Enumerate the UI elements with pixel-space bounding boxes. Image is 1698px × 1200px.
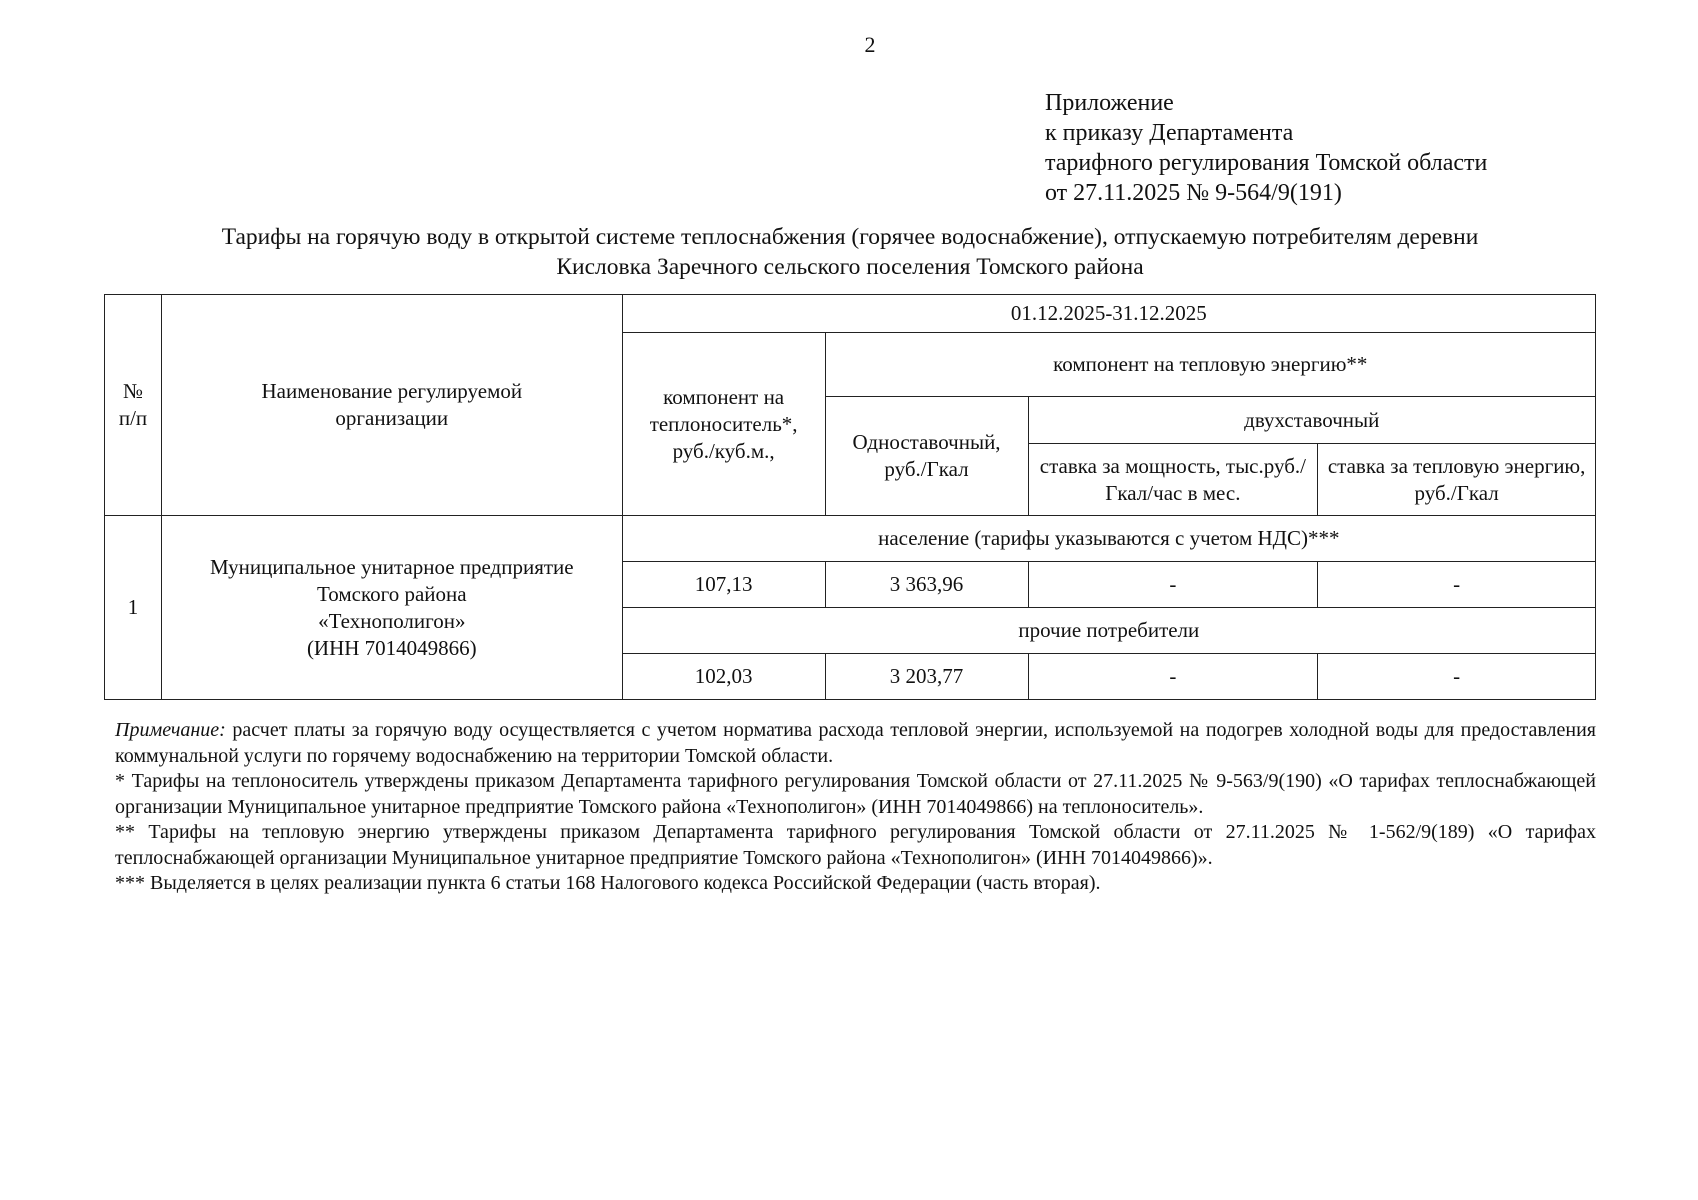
- note-label: Примечание:: [115, 719, 226, 741]
- title-line-2: Кисловка Заречного сельского поселения Томского района: [556, 254, 1144, 280]
- notes-block: [115, 718, 1596, 897]
- cell-coolant-value: 102,03: [622, 654, 825, 700]
- header-single-rate: Одноставочный, руб./Гкал: [825, 397, 1028, 516]
- header-period: 01.12.2025-31.12.2025: [622, 295, 1595, 333]
- footnote-3: *** Выделяется в целях реализации пункта 6 статьи 168 Налогового кодекса Российской Федерации (часть вторая).: [115, 872, 1101, 894]
- header-org: Наименование регулируемой организации: [161, 295, 622, 516]
- note-text: расчет платы за горячую воду осуществляется с учетом норматива расхода тепловой энергии, используемой на подогрев холодной воды для предоставления коммунальной услуги по горячему водоснабжению на территории Томской области.: [115, 719, 1596, 767]
- cell-single-rate-value: 3 203,77: [825, 654, 1028, 700]
- appendix-line: от 27.11.2025 № 9-564/9(191): [1045, 180, 1342, 206]
- appendix-line: к приказу Департамента: [1045, 120, 1294, 146]
- title-line-1: Тарифы на горячую воду в открытой системе теплоснабжения (горячее водоснабжение), отпускаемую потребителям деревни: [221, 224, 1479, 250]
- header-num: № п/п: [105, 295, 162, 516]
- group-label-other: прочие потребители: [622, 608, 1595, 654]
- appendix-line: тарифного регулирования Томской области: [1045, 150, 1488, 176]
- header-two-rate: двухставочный: [1028, 397, 1595, 444]
- header-energy-rate: ставка за тепловую энергию, руб./Гкал: [1318, 444, 1596, 516]
- document-title: [105, 222, 1595, 282]
- header-coolant: компонент на теплоноситель*, руб./куб.м.,: [622, 333, 825, 516]
- header-capacity-rate: ставка за мощность, тыс.руб./ Гкал/час в мес.: [1028, 444, 1318, 516]
- footnote-1: * Тарифы на теплоноситель утверждены приказом Департамента тарифного регулирования Томской области от 27.11.2025 № 9-563/9(190) «О тарифах теплоснабжающей организации Муниципальное унитарное предприятие Томского района «Технополигон» (ИНН 7014049866) на теплоноситель».: [115, 770, 1596, 818]
- cell-coolant-value: 107,13: [622, 562, 825, 608]
- cell-capacity-rate-value: -: [1028, 654, 1318, 700]
- note-paragraph: [115, 718, 1596, 769]
- row-org-name: [161, 516, 622, 700]
- group-label-population: население (тарифы указываются с учетом НДС)***: [622, 516, 1595, 562]
- footnote-2: ** Тарифы на тепловую энергию утверждены приказом Департамента тарифного регулирования Томской области от 27.11.2025 № 1-562/9(189) «О тарифах теплоснабжающей организации Муниципальное унитарное предприятие Томского района «Технополигон» (ИНН 7014049866)».: [115, 821, 1596, 869]
- cell-single-rate-value: 3 363,96: [825, 562, 1028, 608]
- appendix-block: [1045, 88, 1487, 208]
- org-line: Муниципальное унитарное предприятие: [210, 554, 574, 579]
- cell-energy-rate-value: -: [1318, 562, 1596, 608]
- cell-capacity-rate-value: -: [1028, 562, 1318, 608]
- appendix-line: Приложение: [1045, 90, 1174, 116]
- cell-energy-rate-value: -: [1318, 654, 1596, 700]
- org-line: Томского района: [317, 581, 467, 606]
- tariff-table: [104, 294, 1596, 700]
- row-num: 1: [105, 516, 162, 700]
- org-line: (ИНН 7014049866): [306, 635, 477, 660]
- page-number: 2: [864, 32, 876, 57]
- org-line: «Технополигон»: [318, 608, 466, 633]
- header-heat-component: компонент на тепловую энергию**: [825, 333, 1595, 397]
